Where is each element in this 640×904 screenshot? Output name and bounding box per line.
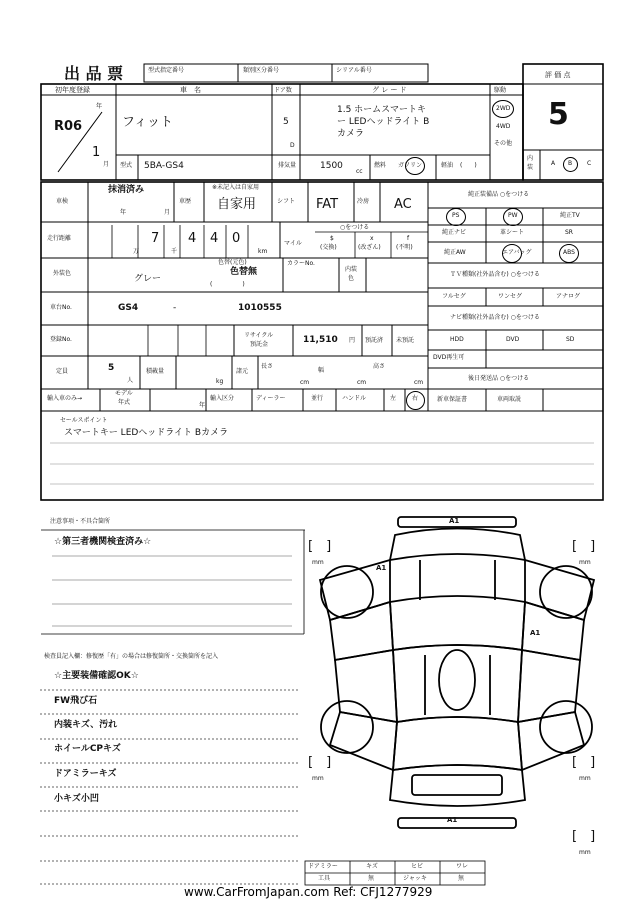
car-name: フィット [122, 115, 173, 130]
steering-left: 左 [390, 395, 397, 402]
load-label: 積載量 [146, 368, 165, 375]
length-label: 長さ [261, 363, 274, 370]
swap-3-label: (不明) [396, 244, 413, 251]
steering-right: 右 [412, 395, 419, 402]
model-code: 5BA-GS4 [144, 161, 184, 171]
circle-note: ○をつける [340, 224, 370, 231]
equip-aw: 純正AW [444, 249, 466, 256]
mm-fr: mm [579, 559, 591, 566]
tv-analog: アナログ [556, 293, 581, 300]
bracket-spare: [ ] [572, 829, 596, 844]
color-original-label: 色替(元色) [218, 259, 247, 266]
drive-label: 駆動 [494, 87, 507, 94]
color-no-label: カラーNo. [287, 260, 315, 267]
dealer-label: ディーラー [256, 395, 286, 402]
watermark: www.CarFromJapan.com Ref: CFJ1277929 [184, 885, 433, 899]
cc-unit: cc [356, 168, 363, 175]
rating-label: 評 価 点 [545, 71, 571, 79]
legend-mirror: ドアミラー [308, 863, 338, 870]
inspector-label: 検査員記入欄：修復歴「有」の場合は修復箇所・交換箇所を記入 [44, 653, 219, 660]
fuel-value: ガソリン [398, 162, 423, 169]
dimensions-label: 諸元 [236, 368, 249, 375]
grade-line-1: 1.5 ホームスマートキ [337, 105, 426, 115]
shift-label: シフト [277, 198, 296, 205]
legend-jack-value: 無 [458, 875, 465, 882]
remark-3: 内装キズ、汚れ [54, 720, 118, 730]
after-title: 後日発送品 ○をつける [468, 375, 530, 382]
grade-line-3: カメラ [337, 129, 365, 139]
interior-color-label-1: 内装 [345, 266, 358, 273]
history-label: 車歴 [179, 198, 192, 205]
steering-right-circle [406, 391, 425, 410]
tv-title: ＴＶ種類(社外品含む) ○をつける [450, 271, 540, 278]
drive-other: その他 [494, 140, 513, 147]
chassis-prefix: GS4 [118, 303, 139, 313]
shift-value: FAT [316, 197, 339, 212]
serial-label: シリアル番号 [336, 67, 372, 74]
interior-grade-circle [563, 157, 578, 172]
car-name-label: 車 名 [180, 86, 201, 94]
width-cm-unit: cm [357, 379, 367, 386]
mile-label: マイル [284, 240, 302, 247]
model-year-label-2: 年式 [118, 399, 131, 406]
mileage-label: 走行距離 [47, 235, 72, 242]
damage-mark-rear: A1 [447, 816, 458, 824]
swap-2-symbol: x [370, 235, 374, 242]
interior-label-2: 装 [527, 164, 534, 171]
equip-abs: ABS [563, 249, 575, 256]
width-label: 幅 [318, 367, 325, 374]
equip-ps: PS [452, 212, 460, 219]
genuine-title: 純正装備品 ○をつける [468, 191, 530, 198]
remark-6: 小キズ小凹 [54, 794, 99, 804]
remark-5: ドアミラーキズ [54, 769, 117, 779]
sales-points: スマートキー LEDヘッドライト Bカメラ [64, 428, 229, 438]
first-reg-month: 1 [92, 145, 101, 160]
door-count: 5 [283, 117, 289, 127]
steering-label: ハンドル [342, 395, 367, 402]
tv-oneseg: ワンセグ [498, 293, 523, 300]
model-code-label: 型式指定番号 [148, 67, 185, 74]
color-paren: ( ) [210, 281, 245, 288]
import-label: 輸入車のみ→ [47, 395, 83, 402]
legend-crack: ヒビ [411, 863, 424, 870]
interior-color-label-2: 色 [348, 275, 355, 282]
recycle-yen: 円 [349, 337, 356, 344]
equip-tv: 純正TV [560, 212, 580, 219]
mileage-digit-4: 0 [232, 231, 241, 246]
bracket-fr: [ ] [572, 539, 596, 554]
damage-mark-right: A1 [530, 629, 541, 637]
equip-ps-circle [446, 208, 466, 226]
ac-label: 冷房 [357, 198, 370, 205]
inspection-year-unit: 年 [120, 209, 127, 216]
capacity-value: 5 [108, 363, 115, 373]
recycle-paid: 預託済 [365, 337, 384, 344]
equip-pw-circle [503, 208, 523, 226]
inspection-value: 抹消済み [108, 185, 145, 195]
swap-1-label: (交換) [320, 244, 337, 251]
sheet-title: 出 品 票 [64, 64, 124, 83]
damage-mark-front: A1 [449, 517, 460, 525]
exterior-color-label: 外装色 [53, 270, 72, 277]
drive-2wd-circle [492, 100, 514, 118]
equip-pw: PW [508, 212, 518, 219]
vehicle-inspection-label: 車検 [56, 198, 69, 205]
drive-2wd: 2WD [496, 105, 511, 112]
model-label: 型式 [120, 162, 133, 169]
length-cm-unit: cm [300, 379, 310, 386]
equip-navi: 純正ナビ [442, 229, 467, 236]
equip-leather: 革シート [500, 229, 525, 236]
import-type-label: 輸入区分 [210, 395, 235, 402]
displacement: 1500 [320, 161, 343, 171]
chassis-dash: - [173, 303, 177, 313]
equip-sr: SR [565, 229, 573, 236]
first-reg-month-unit: 月 [103, 161, 110, 168]
equip-airbag: エアバッグ [502, 249, 532, 256]
drive-4wd: 4WD [496, 123, 511, 130]
recycle-label-2: 預託金 [250, 341, 269, 348]
rating-value: 5 [548, 97, 569, 132]
equip-abs-circle [559, 244, 579, 263]
person-unit: 人 [127, 377, 134, 384]
swap-2-label: (改ざん) [358, 244, 381, 251]
man-unit: 万 [133, 248, 140, 255]
color-original-value: 色替無 [230, 267, 258, 277]
first-reg-year-unit: 年 [96, 103, 103, 110]
load-kg-unit: kg [216, 378, 224, 385]
mileage-digit-2: 4 [188, 231, 197, 246]
km-unit: km [258, 248, 268, 255]
category-code-label: 類別区分番号 [243, 67, 280, 74]
mileage-digit-1: 7 [151, 231, 160, 246]
mileage-digit-3: 4 [210, 231, 219, 246]
swap-1-symbol: $ [330, 235, 334, 242]
recycle-unpaid: 未預託 [396, 337, 415, 344]
light-oil-paren: ( ) [460, 162, 477, 169]
bracket-fl: [ ] [308, 539, 332, 554]
model-year-label-1: モデル [115, 390, 133, 397]
inspection-month-unit: 月 [164, 209, 171, 216]
caution-text: ☆第三者機関検査済み☆ [54, 537, 152, 547]
model-year-unit: 年 [199, 402, 206, 409]
fuel-circle [405, 157, 425, 175]
grade-line-2: ー LEDヘッドライト B [337, 117, 430, 127]
caution-label: 注意事項・不具合箇所 [50, 518, 111, 525]
sen-unit: 千 [171, 248, 178, 255]
legend-tools: 工具 [318, 875, 331, 882]
remark-4: ホイールCPキズ [54, 744, 121, 754]
equip-airbag-circle [502, 244, 522, 263]
navi-sd: SD [566, 336, 575, 343]
tv-fullseg: フルセグ [442, 293, 466, 300]
door-unit: D [290, 142, 295, 149]
doors-label: ドア数 [274, 87, 292, 94]
legend-tools-value: 無 [368, 875, 375, 882]
navi-dvd: DVD [506, 336, 520, 343]
dvd-label: DVD再生可 [433, 354, 465, 361]
fuel-label: 燃料 [374, 162, 387, 169]
bracket-rr: [ ] [572, 755, 596, 770]
height-cm-unit: cm [414, 379, 424, 386]
recycle-amount: 11,510 [303, 335, 338, 345]
after-manual: 車両取説 [497, 396, 522, 403]
history-value: 自家用 [217, 197, 257, 212]
interior-grade-a: A [551, 160, 556, 167]
legend-break: ワレ [456, 863, 469, 870]
recycle-label-1: リサイクル [244, 332, 274, 339]
navi-title: ナビ種類(社外品含む) ○をつける [450, 314, 540, 321]
exterior-color: グレー [134, 274, 162, 284]
grade-label: グ レ ー ド [372, 86, 407, 94]
mm-rr: mm [579, 775, 591, 782]
chassis-label: 車台No. [50, 304, 72, 311]
capacity-label: 定員 [56, 368, 69, 375]
legend-jack: ジャッキ [403, 875, 427, 882]
after-warranty: 新車保証書 [437, 396, 468, 403]
first-reg-era: R06 [54, 119, 83, 134]
remark-2: FW飛び石 [54, 696, 98, 706]
light-oil-label: 軽油 [441, 162, 454, 169]
ac-value: AC [394, 197, 412, 212]
remark-1: ☆主要装備確認OK☆ [54, 671, 139, 681]
bracket-rl: [ ] [308, 755, 332, 770]
navi-hdd: HDD [450, 336, 464, 343]
height-label: 高さ [373, 363, 386, 370]
interior-grade-b: B [568, 160, 573, 167]
parallel-label: 並行 [311, 395, 324, 402]
first-reg-label: 初年度登録 [55, 86, 90, 94]
mm-rl: mm [312, 775, 324, 782]
chassis-number: 1010555 [238, 303, 282, 313]
interior-grade-c: C [587, 160, 592, 167]
reg-no-label: 登録No. [50, 336, 72, 343]
mm-fl: mm [312, 559, 324, 566]
displacement-label: 排気量 [278, 162, 297, 169]
interior-label-1: 内 [527, 155, 534, 162]
sales-points-label: セールスポイント [60, 417, 108, 424]
swap-3-symbol: f [407, 235, 410, 242]
mm-spare: mm [579, 849, 591, 856]
mileage-note: ※未記入は自家用 [212, 184, 260, 191]
damage-mark-windshield: A1 [376, 564, 387, 572]
legend-scratch: キズ [366, 863, 378, 870]
